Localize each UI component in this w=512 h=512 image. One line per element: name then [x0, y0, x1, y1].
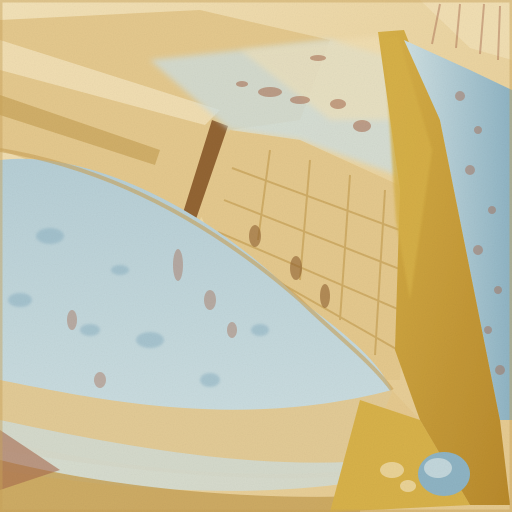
- blue-oval-highlight: [424, 458, 452, 478]
